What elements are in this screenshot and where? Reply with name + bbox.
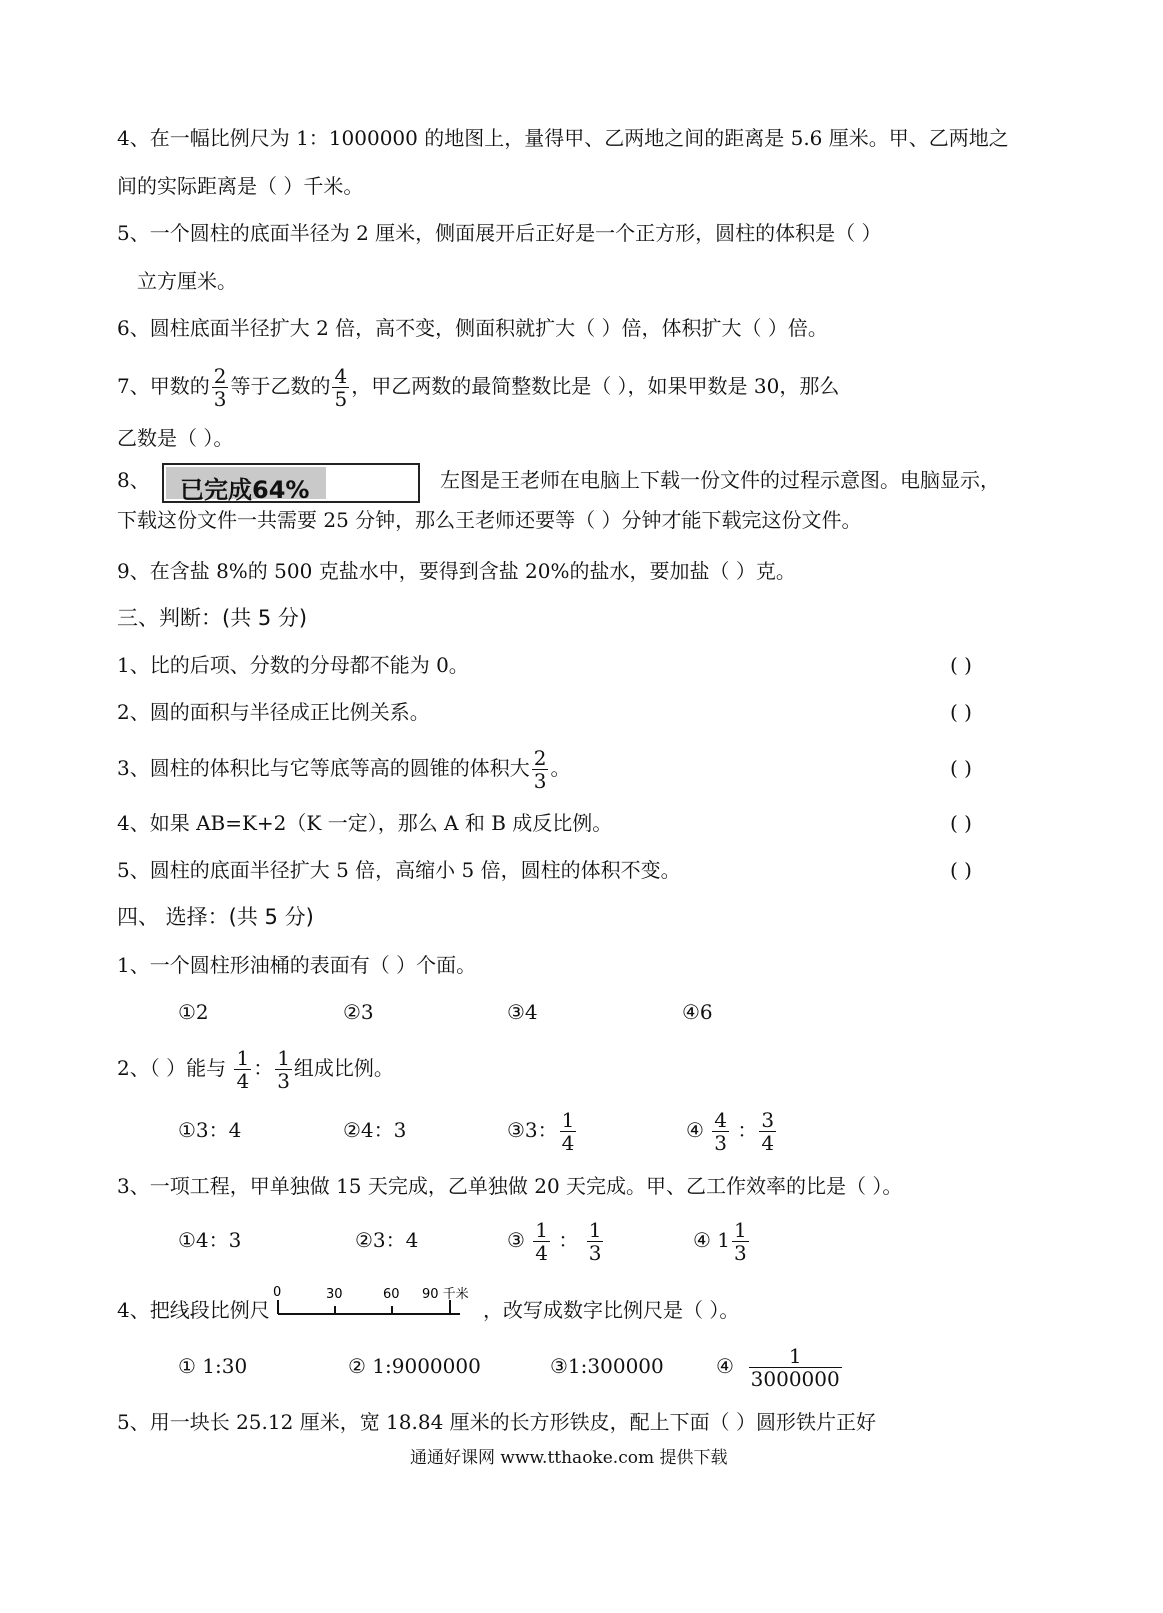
choice-q1-option: ②3: [343, 1000, 374, 1024]
option-label: ③: [507, 1228, 525, 1252]
denominator: 4: [535, 1241, 549, 1265]
choice-q1-option: ④6: [682, 1000, 713, 1024]
fraction: [212, 365, 229, 410]
denominator: 3: [213, 387, 227, 411]
fraction: [560, 1109, 577, 1154]
numerator: 3: [761, 1108, 775, 1132]
denominator: 3: [277, 1069, 290, 1093]
choice-q3-option-3: [507, 1210, 605, 1270]
fill-q7-line1: [117, 356, 839, 416]
judge-q1: 1、比的后项、分数的分母都不能为 0。: [117, 653, 469, 677]
choice-q2-text-a: 2、（ ）能与: [117, 1056, 227, 1080]
fill-q5-line1: 5、一个圆柱的底面半径为 2 厘米，侧面展开后正好是一个正方形，圆柱的体积是（ ）: [117, 221, 882, 245]
choice-q4-text-b: ，改写成数字比例尺是（ ）。: [483, 1298, 740, 1322]
fill-q4-line2: 间的实际距离是（ ）千米。: [117, 174, 364, 198]
choice-q1-option: ③4: [507, 1000, 538, 1024]
numerator: 1: [734, 1218, 747, 1242]
choice-q4-option-4: [716, 1336, 844, 1396]
numerator: 2: [213, 364, 227, 388]
numerator: 1: [588, 1218, 602, 1242]
choice-q2-option-1: ①3：4: [178, 1118, 242, 1142]
ratio-colon: ：: [253, 1056, 274, 1080]
choice-q2-text-b: 组成比例。: [293, 1056, 394, 1080]
denominator: 4: [561, 1131, 575, 1155]
fill-q8-line1: 左图是王老师在电脑上下载一份文件的过程示意图。电脑显示，: [440, 468, 1000, 492]
judge-q3-text-a: 3、圆柱的体积比与它等底等高的圆锥的体积大: [117, 756, 530, 780]
choice-q2-option-2: ②4：3: [343, 1118, 407, 1142]
choice-q3-option-2: ②3：4: [355, 1228, 419, 1252]
denominator: 5: [334, 387, 348, 411]
answer-bracket: ( ): [950, 700, 972, 724]
footer-source: 通通好课网 www.tthaoke.com 提供下载: [410, 1448, 728, 1468]
judge-q3-text-b: 。: [550, 756, 571, 780]
fraction: [532, 747, 549, 792]
judge-q4: 4、如果 AB=K+2（K 一定），那么 A 和 B 成反比例。: [117, 811, 613, 835]
numerator: 4: [714, 1108, 728, 1132]
scale-label: 30: [326, 1287, 343, 1302]
answer-bracket: ( ): [950, 756, 972, 780]
progress-label: 已完成64%: [180, 476, 310, 504]
choice-q2-option-3: [507, 1100, 578, 1160]
denominator: 3: [533, 769, 547, 793]
scale-label: 0: [273, 1285, 282, 1300]
choice-q2: [117, 1038, 394, 1098]
fill-q7-text-b: 等于乙数的: [230, 374, 331, 398]
choice-q1: 1、一个圆柱形油桶的表面有（ ）个面。: [117, 953, 477, 977]
option-label: ④: [686, 1118, 704, 1142]
fraction: [275, 1047, 292, 1092]
ratio-colon: ：: [737, 1118, 758, 1142]
fill-q7-text-c: ，甲乙两数的最简整数比是（ ），如果甲数是 30，那么: [351, 374, 840, 398]
denominator: 3000000: [750, 1367, 840, 1391]
fraction: [234, 1047, 251, 1092]
fill-q7-line2: 乙数是（ ）。: [117, 426, 234, 450]
denominator: 4: [761, 1131, 775, 1155]
judge-q2: 2、圆的面积与半径成正比例关系。: [117, 700, 430, 724]
option-label: ③3：: [507, 1118, 558, 1142]
choice-q2-option-4: [686, 1100, 778, 1160]
numerator: 1: [277, 1046, 290, 1070]
numerator: 1: [561, 1108, 575, 1132]
fraction: [732, 1219, 749, 1264]
fill-q8-line2: 下载这份文件一共需要 25 分钟，那么王老师还要等（ ）分钟才能下载完这份文件。: [117, 508, 862, 532]
answer-bracket: ( ): [950, 811, 972, 835]
choice-q4-option-3: ③1:300000: [550, 1354, 664, 1378]
scale-label: 60: [383, 1287, 400, 1302]
numerator: 1: [749, 1345, 842, 1368]
option-label: ④: [716, 1354, 734, 1378]
fraction: [533, 1219, 550, 1264]
denominator: 3: [588, 1241, 602, 1265]
fill-q6: 6、圆柱底面半径扩大 2 倍，高不变，侧面积就扩大（ ）倍，体积扩大（ ）倍。: [117, 316, 828, 340]
section-heading-choice: 四、 选择：(共 5 分): [117, 905, 314, 929]
numerator: 2: [533, 746, 547, 770]
scale-label: 90 千米: [422, 1287, 469, 1302]
fill-q9: 9、在含盐 8%的 500 克盐水中，要得到含盐 20%的盐水，要加盐（ ）克。: [117, 559, 796, 583]
numerator: 1: [535, 1218, 549, 1242]
fraction: [759, 1109, 776, 1154]
choice-q5: 5、用一块长 25.12 厘米，宽 18.84 厘米的长方形铁皮，配上下面（ ）圆形铁片正好: [117, 1410, 877, 1434]
choice-q4-text-a: 4、把线段比例尺: [117, 1298, 270, 1322]
fraction: [712, 1109, 729, 1154]
judge-q5: 5、圆柱的底面半径扩大 5 倍，高缩小 5 倍，圆柱的体积不变。: [117, 858, 681, 882]
answer-bracket: ( ): [950, 653, 972, 677]
choice-q4-option-1: ① 1:30: [178, 1354, 248, 1378]
denominator: 3: [734, 1241, 747, 1265]
choice-q3-option-1: ①4：3: [178, 1228, 242, 1252]
fraction: [749, 1345, 842, 1390]
denominator: 3: [714, 1131, 728, 1155]
fill-q4-line1: 4、在一幅比例尺为 1：1000000 的地图上，量得甲、乙两地之间的距离是 5.6 厘米。甲、乙两地之: [117, 126, 1009, 150]
numerator: 4: [334, 364, 348, 388]
fill-q5-line2: 立方厘米。: [137, 269, 237, 293]
fraction: [332, 365, 349, 410]
section-heading-judge: 三、判断：(共 5 分): [117, 606, 308, 630]
choice-q3-option-4: [693, 1210, 751, 1270]
numerator: 1: [236, 1046, 250, 1070]
choice-q1-option: ①2: [178, 1000, 209, 1024]
ratio-colon: ：: [558, 1228, 579, 1252]
choice-q3: 3、一项工程，甲单独做 15 天完成，乙单独做 20 天完成。甲、乙工作效率的比是（ ）。: [117, 1174, 903, 1198]
option-label: ④ 1: [693, 1228, 731, 1252]
fill-q8-number: 8、: [117, 468, 150, 492]
fraction: [587, 1219, 604, 1264]
answer-bracket: ( ): [950, 858, 972, 882]
choice-q4-option-2: ② 1:9000000: [348, 1354, 481, 1378]
judge-q3: [117, 738, 570, 798]
denominator: 4: [236, 1069, 250, 1093]
fill-q7-text-a: 7、甲数的: [117, 374, 210, 398]
download-progress-bar: [162, 463, 420, 503]
line-scale-figure: [270, 1282, 490, 1324]
